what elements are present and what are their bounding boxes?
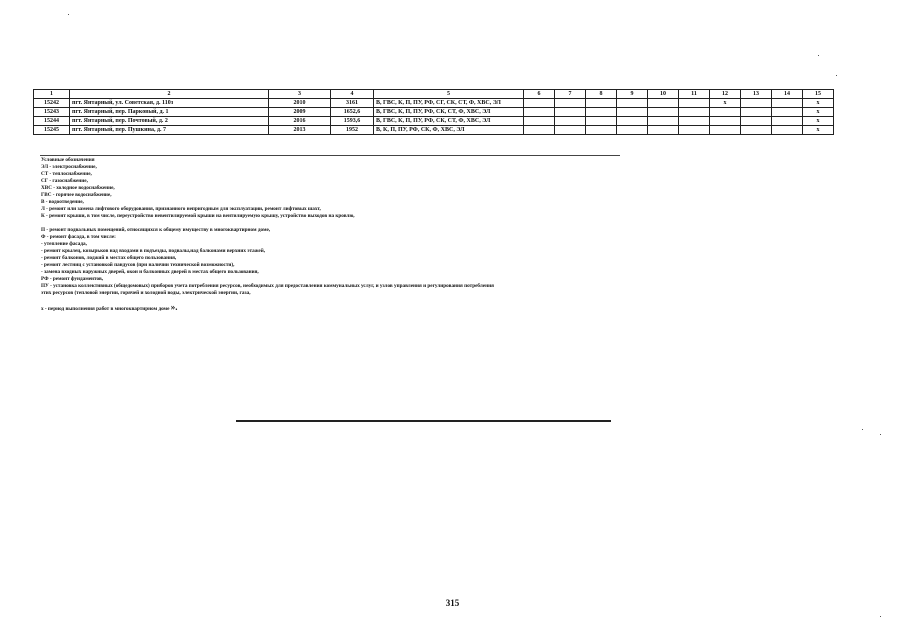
cell-works: В, ГВС, К, П, ПУ, РФ, СК, СТ, Ф, ХВС, ЭЛ bbox=[374, 108, 524, 117]
legend bbox=[41, 157, 641, 313]
cell-address: пгт. Янтарный, пер. Парковый, д. 1 bbox=[70, 108, 269, 117]
cell-area: 1593,6 bbox=[331, 117, 374, 126]
legend-line: ГВС - горячее водоснабжение, bbox=[41, 192, 112, 198]
column-header: 5 bbox=[374, 90, 524, 99]
legend-line: ЭЛ - электроснабжение, bbox=[41, 164, 97, 170]
scan-speck bbox=[836, 75, 837, 76]
legend-line: К - ремонт крыши, в том числе, переустройство невентилируемой крыши на вентилируемую крышу, устройство выходов на кровлю, bbox=[41, 213, 355, 219]
cell-period: х bbox=[710, 99, 741, 108]
cell-id: 15243 bbox=[34, 108, 70, 117]
cell-area: 1952 bbox=[331, 126, 374, 135]
cell-period bbox=[524, 117, 555, 126]
cell-period bbox=[555, 126, 586, 135]
cell-period bbox=[772, 108, 803, 117]
legend-period-text: х - период выполнения работ в многоквартирном доме bbox=[41, 306, 170, 312]
column-header: 6 bbox=[524, 90, 555, 99]
page-number: 315 bbox=[445, 598, 460, 608]
legend-line: СТ - теплоснабжение, bbox=[41, 171, 92, 177]
legend-line-period bbox=[41, 304, 641, 313]
cell-period bbox=[710, 117, 741, 126]
cell-period bbox=[679, 108, 710, 117]
legend-line: ПУ - установка коллективных (общедомовых) приборов учета потребления ресурсов, необходимых для предоставления коммунальных услуг, и узлов управления и регулирования потребления bbox=[41, 283, 494, 289]
cell-period bbox=[741, 117, 772, 126]
cell-period bbox=[679, 126, 710, 135]
cell-works: В, К, П, ПУ, РФ, СК, Ф, ХВС, ЭЛ bbox=[374, 126, 524, 135]
legend-spacer bbox=[41, 297, 641, 304]
legend-line: Ф - ремонт фасада, в том числе: bbox=[41, 234, 116, 240]
column-header: 7 bbox=[555, 90, 586, 99]
legend-line: ХВС - холодное водоснабжение, bbox=[41, 185, 115, 191]
cell-period bbox=[617, 99, 648, 108]
scan-speck bbox=[68, 14, 69, 15]
cell-period bbox=[524, 126, 555, 135]
cell-period bbox=[586, 126, 617, 135]
legend-line: СГ - газоснабжение, bbox=[41, 178, 88, 184]
legend-line: - утепление фасада, bbox=[41, 241, 87, 247]
legend-line: РФ - ремонт фундаментов, bbox=[41, 276, 104, 282]
cell-period bbox=[555, 99, 586, 108]
column-header: 11 bbox=[679, 90, 710, 99]
cell-period bbox=[524, 108, 555, 117]
cell-period: х bbox=[803, 126, 834, 135]
cell-period bbox=[772, 99, 803, 108]
column-header: 15 bbox=[803, 90, 834, 99]
cell-period: х bbox=[803, 108, 834, 117]
column-header: 10 bbox=[648, 90, 679, 99]
column-header: 9 bbox=[617, 90, 648, 99]
cell-period bbox=[648, 117, 679, 126]
cell-id: 15242 bbox=[34, 99, 70, 108]
cell-works: В, ГВС, К, П, ПУ, РФ, СГ, СК, СТ, Ф, ХВС, ЭЛ bbox=[374, 99, 524, 108]
cell-address: пгт. Янтарный, пер. Пушкина, д. 7 bbox=[70, 126, 269, 135]
cell-period: х bbox=[803, 117, 834, 126]
legend-line: П - ремонт подвальных помещений, относящихся к общему имуществу в многоквартирном доме, bbox=[41, 227, 271, 233]
legend-line: В - водоотведение, bbox=[41, 199, 84, 205]
cell-period bbox=[741, 108, 772, 117]
column-header: 13 bbox=[741, 90, 772, 99]
cell-area: 1652,6 bbox=[331, 108, 374, 117]
table-row bbox=[34, 108, 834, 117]
cell-year: 2013 bbox=[269, 126, 331, 135]
scan-speck bbox=[818, 55, 819, 56]
table-row bbox=[34, 117, 834, 126]
cell-period bbox=[617, 126, 648, 135]
cell-id: 15244 bbox=[34, 117, 70, 126]
cell-period: х bbox=[803, 99, 834, 108]
cell-period bbox=[617, 108, 648, 117]
cell-period bbox=[617, 117, 648, 126]
cell-period bbox=[741, 99, 772, 108]
cell-period bbox=[772, 117, 803, 126]
cell-works: В, ГВС, К, П, ПУ, РФ, СК, СТ, Ф, ХВС, ЭЛ bbox=[374, 117, 524, 126]
column-header: 3 bbox=[269, 90, 331, 99]
cell-id: 15245 bbox=[34, 126, 70, 135]
column-header: 12 bbox=[710, 90, 741, 99]
cell-period bbox=[710, 108, 741, 117]
legend-line: этих ресурсов (тепловой энергии, горячей и холодной воды, электрической энергии, газа, bbox=[41, 290, 251, 296]
cell-address: пгт. Янтарный, пер. Почтовый, д. 2 bbox=[70, 117, 269, 126]
legend-line: - ремонт крылец, козырьков над входами в подъезды, подвалы,над балконами верхних этажей, bbox=[41, 248, 266, 254]
cell-period bbox=[555, 117, 586, 126]
bottom-rule bbox=[236, 420, 611, 422]
scan-speck bbox=[880, 616, 881, 617]
cell-period bbox=[586, 117, 617, 126]
cell-year: 2016 bbox=[269, 117, 331, 126]
cell-year: 2009 bbox=[269, 108, 331, 117]
cell-address: пгт. Янтарный, ул. Советская, д. 110з bbox=[70, 99, 269, 108]
cell-period bbox=[741, 126, 772, 135]
cell-period bbox=[586, 108, 617, 117]
scan-speck bbox=[880, 434, 881, 435]
cell-period bbox=[710, 126, 741, 135]
cell-period bbox=[679, 99, 710, 108]
legend-spacer bbox=[41, 220, 641, 227]
legend-line: - замена входных наружных дверей, окон и балконных дверей в местах общего пользования, bbox=[41, 269, 259, 275]
legend-closing-quote: ». bbox=[170, 302, 178, 312]
legend-line: - ремонт лестниц с установкой пандусов (при наличии технической возможности), bbox=[41, 262, 235, 268]
column-header: 2 bbox=[70, 90, 269, 99]
legend-line: Л - ремонт или замена лифтового оборудования, признанного непригодным для эксплуатации, ремонт лифтовых шахт, bbox=[41, 206, 321, 212]
scan-speck bbox=[862, 429, 863, 430]
legend-divider bbox=[40, 155, 620, 156]
cell-period bbox=[772, 126, 803, 135]
legend-title: Условные обозначения bbox=[41, 157, 95, 163]
cell-period bbox=[586, 99, 617, 108]
cell-area: 3161 bbox=[331, 99, 374, 108]
cell-year: 2010 bbox=[269, 99, 331, 108]
cell-period bbox=[555, 108, 586, 117]
cell-period bbox=[648, 108, 679, 117]
column-header: 4 bbox=[331, 90, 374, 99]
table-row bbox=[34, 126, 834, 135]
column-header: 8 bbox=[586, 90, 617, 99]
table-header-row bbox=[34, 90, 834, 99]
column-header: 1 bbox=[34, 90, 70, 99]
housing-repair-table bbox=[33, 89, 834, 135]
cell-period bbox=[648, 126, 679, 135]
legend-line: - ремонт балконов, лоджий в местах общего пользования, bbox=[41, 255, 177, 261]
column-header: 14 bbox=[772, 90, 803, 99]
cell-period bbox=[648, 99, 679, 108]
table-row bbox=[34, 99, 834, 108]
cell-period bbox=[524, 99, 555, 108]
cell-period bbox=[679, 117, 710, 126]
